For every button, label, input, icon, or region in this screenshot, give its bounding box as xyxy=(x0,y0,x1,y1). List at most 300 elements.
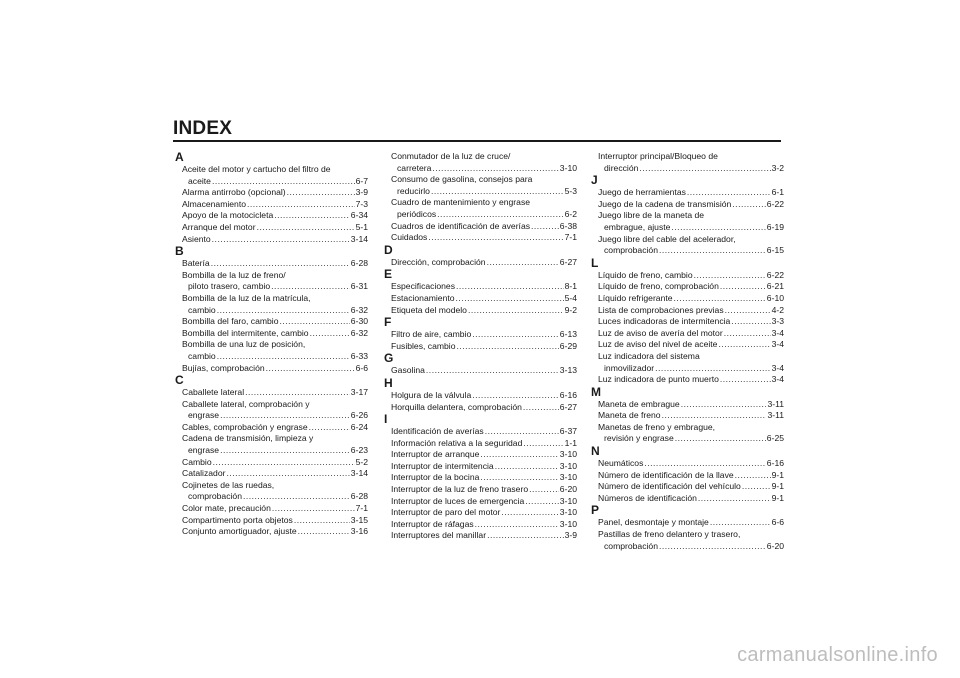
index-entry-line: Manetas de freno y embrague, xyxy=(598,421,716,432)
index-entry-page: 6-10 xyxy=(766,292,784,303)
index-entry-page: 9-1 xyxy=(771,481,784,492)
index-entry-page: 3-11 xyxy=(767,398,784,409)
index-entry-page: 3-9 xyxy=(564,530,577,541)
index-letter-heading: A xyxy=(175,150,184,164)
index-entry-label: reducirlo xyxy=(397,185,430,196)
dot-leader xyxy=(487,257,559,269)
index-entry-line: Juego libre del cable del acelerador, xyxy=(598,233,736,244)
index-entry-label: aceite xyxy=(188,175,211,186)
dot-leader xyxy=(659,245,766,257)
dot-leader xyxy=(662,410,767,422)
index-entry-label: Bombilla del faro, cambio xyxy=(182,316,279,327)
index-letter-heading: L xyxy=(591,255,599,270)
index-entry-page: 3-10 xyxy=(559,460,577,471)
index-entry-line: Juego libre de la maneta de xyxy=(598,210,705,221)
dot-leader xyxy=(220,445,350,457)
index-entry-page: 1-1 xyxy=(564,437,577,448)
index-entry xyxy=(175,210,368,222)
dot-leader xyxy=(271,281,350,293)
index-entry-label: Bombilla del intermitente, cambio xyxy=(182,327,309,338)
index-entry-label: Interruptor de arranque xyxy=(391,449,480,460)
index-entry xyxy=(591,470,784,482)
dot-leader xyxy=(525,496,559,508)
index-entry-page: 3-2 xyxy=(771,162,784,173)
index-letter-heading: C xyxy=(175,373,184,388)
index-entry-page: 3-14 xyxy=(350,468,368,479)
dot-leader xyxy=(659,541,766,553)
index-entry xyxy=(175,515,368,527)
index-entry xyxy=(175,199,368,211)
dot-leader xyxy=(731,316,770,328)
index-letter-heading: B xyxy=(175,244,184,259)
dot-leader xyxy=(211,258,350,270)
index-entry-label: Estacionamiento xyxy=(391,292,455,303)
index-entry-page: 5-1 xyxy=(355,221,368,232)
index-entry xyxy=(591,199,784,211)
index-entry xyxy=(384,341,577,353)
index-entry-label: Cuadros de identificación de averías xyxy=(391,220,531,231)
index-entry-page: 3-14 xyxy=(350,233,368,244)
index-entry xyxy=(591,328,784,340)
index-entry-label: comprobación xyxy=(604,540,658,551)
index-entry xyxy=(175,316,368,328)
index-entry-label: Cables, comprobación y engrase xyxy=(182,421,308,432)
index-entry-label: Neumáticos xyxy=(598,458,644,469)
index-entry-page: 6-24 xyxy=(350,421,368,432)
index-entry xyxy=(384,232,577,244)
dot-leader xyxy=(217,351,350,363)
index-entry xyxy=(175,457,368,469)
index-entry xyxy=(384,186,577,198)
index-entry-label: Luz indicadora de punto muerto xyxy=(598,374,719,385)
index-entry-page: 4-2 xyxy=(771,304,784,315)
index-entry-page: 3-15 xyxy=(350,514,368,525)
dot-leader xyxy=(644,458,765,470)
dot-leader xyxy=(687,187,771,199)
index-entry xyxy=(384,484,577,496)
index-entry-label: Filtro de aire, cambio xyxy=(391,329,472,340)
dot-leader xyxy=(472,390,559,402)
dot-leader xyxy=(266,363,355,375)
index-entry xyxy=(384,163,577,175)
index-entry-page: 6-1 xyxy=(771,187,784,198)
index-entry xyxy=(384,496,577,508)
index-entry-label: Luz de aviso de avería del motor xyxy=(598,327,723,338)
index-entry xyxy=(384,472,577,484)
dot-leader xyxy=(274,210,350,222)
index-entry xyxy=(384,390,577,402)
index-entry xyxy=(384,519,577,531)
index-entry xyxy=(175,410,368,422)
dot-leader xyxy=(272,503,355,515)
index-entry-page: 7-1 xyxy=(564,232,577,243)
index-entry-label: Líquido de freno, cambio xyxy=(598,269,693,280)
index-entry-page: 6-34 xyxy=(350,210,368,221)
dot-leader xyxy=(480,472,558,484)
index-entry-page: 9-2 xyxy=(564,304,577,315)
dot-leader xyxy=(485,426,559,438)
index-letter-heading: E xyxy=(384,267,393,282)
index-entry-label: Alarma antirrobo (opcional) xyxy=(182,187,286,198)
index-entry xyxy=(175,187,368,199)
index-entry-page: 6-20 xyxy=(766,540,784,551)
index-entry xyxy=(384,221,577,233)
index-entry xyxy=(591,316,784,328)
dot-leader xyxy=(294,515,350,527)
index-entry-label: periódicos xyxy=(397,208,437,219)
index-entry-label: Especificaciones xyxy=(391,281,456,292)
dot-leader xyxy=(437,209,563,221)
index-entry-line: Cojinetes de las ruedas, xyxy=(182,479,275,490)
index-entry-line: Bombilla de la luz de freno/ xyxy=(182,269,286,280)
index-entry xyxy=(175,445,368,457)
index-entry-page: 5-4 xyxy=(564,292,577,303)
index-entry-page: 6-7 xyxy=(355,175,368,186)
index-entry-page: 3-3 xyxy=(771,316,784,327)
index-entry-page: 6-6 xyxy=(771,517,784,528)
index-entry-line: Consumo de gasolina, consejos para xyxy=(391,174,533,185)
page-title: INDEX xyxy=(173,118,233,139)
dot-leader xyxy=(671,222,765,234)
index-entry-page: 3-4 xyxy=(771,374,784,385)
dot-leader xyxy=(472,329,559,341)
dot-leader xyxy=(487,530,564,542)
index-entry-label: Horquilla delantera, comprobación xyxy=(391,401,522,412)
index-entry xyxy=(175,234,368,246)
index-entry-label: Color mate, precaución xyxy=(182,503,271,514)
dot-leader xyxy=(247,199,355,211)
index-entry-label: Números de identificación xyxy=(598,492,697,503)
index-entry-page: 6-27 xyxy=(559,401,577,412)
index-entry-label: carretera xyxy=(397,162,432,173)
index-entry-line: Interruptor principal/Bloqueo de xyxy=(598,151,718,161)
dot-leader xyxy=(309,422,350,434)
index-entry-label: Apoyo de la motocicleta xyxy=(182,210,274,221)
index-entry-label: Etiqueta del modelo xyxy=(391,304,467,315)
index-entry xyxy=(175,351,368,363)
index-entry xyxy=(591,339,784,351)
index-entry-label: Interruptor de ráfagas xyxy=(391,518,474,529)
index-entry xyxy=(175,328,368,340)
index-entry-page: 3-13 xyxy=(559,365,577,376)
index-entry xyxy=(175,305,368,317)
index-entry xyxy=(384,257,577,269)
index-entry-label: dirección xyxy=(604,162,639,173)
dot-leader xyxy=(226,468,349,480)
index-entry-label: Cambio xyxy=(182,456,212,467)
index-entry xyxy=(175,258,368,270)
index-entry-page: 6-16 xyxy=(559,389,577,400)
index-entry xyxy=(591,245,784,257)
index-entry-page: 5-3 xyxy=(564,185,577,196)
index-letter-heading: D xyxy=(384,242,393,257)
index-entry-page: 6-15 xyxy=(766,245,784,256)
index-entry-label: Almacenamiento xyxy=(182,198,247,209)
index-entry-page: 6-19 xyxy=(766,221,784,232)
index-entry xyxy=(591,305,784,317)
index-letter-heading: G xyxy=(384,351,394,366)
index-entry xyxy=(591,222,784,234)
index-entry-page: 3-10 xyxy=(559,449,577,460)
index-entry-page: 6-31 xyxy=(350,281,368,292)
index-entry-page: 6-32 xyxy=(350,304,368,315)
index-entry-label: cambio xyxy=(188,304,216,315)
index-entry xyxy=(591,541,784,553)
dot-leader xyxy=(243,491,350,503)
index-entry-page: 6-38 xyxy=(559,220,577,231)
index-entry-label: Compartimento porta objetos xyxy=(182,514,293,525)
dot-leader xyxy=(724,328,771,340)
dot-leader xyxy=(456,341,558,353)
index-entry xyxy=(591,433,784,445)
index-entry-line: Luz indicadora del sistema xyxy=(598,350,700,361)
index-entry-label: Maneta de freno xyxy=(598,410,661,421)
index-entry-label: Gasolina xyxy=(391,365,425,376)
index-entry-label: engrase xyxy=(188,445,220,456)
index-entry-page: 3-9 xyxy=(355,187,368,198)
dot-leader xyxy=(468,305,564,317)
index-entry-page: 6-16 xyxy=(766,458,784,469)
dot-leader xyxy=(523,438,563,450)
index-entry-label: Identificación de averías xyxy=(391,426,484,437)
dot-leader xyxy=(480,449,558,461)
index-entry xyxy=(175,503,368,515)
index-entry xyxy=(384,305,577,317)
index-entry-page: 3-10 xyxy=(559,518,577,529)
dot-leader xyxy=(287,187,355,199)
dot-leader xyxy=(213,457,355,469)
index-entry xyxy=(591,374,784,386)
index-entry-line: Conmutador de la luz de cruce/ xyxy=(391,151,511,161)
dot-leader xyxy=(710,517,771,529)
index-entry-label: Interruptor de luces de emergencia xyxy=(391,495,525,506)
index-entry xyxy=(591,293,784,305)
index-entry-page: 6-2 xyxy=(564,208,577,219)
title-rule xyxy=(173,140,781,142)
index-entry xyxy=(175,491,368,503)
index-entry xyxy=(175,526,368,538)
dot-leader xyxy=(529,484,559,496)
dot-leader xyxy=(639,163,770,175)
index-entry xyxy=(175,176,368,188)
index-entry-page: 6-27 xyxy=(559,256,577,267)
index-entry-label: Interruptor de intermitencia xyxy=(391,460,494,471)
index-entry-label: Asiento xyxy=(182,233,211,244)
dot-leader xyxy=(217,305,350,317)
index-entry xyxy=(175,222,368,234)
index-entry-line: Bombilla de la luz de la matrícula, xyxy=(182,292,311,303)
index-entry-page: 3-10 xyxy=(559,472,577,483)
index-entry-label: Bujías, comprobación xyxy=(182,362,265,373)
index-entry xyxy=(591,493,784,505)
index-entry-page: 6-20 xyxy=(559,484,577,495)
dot-leader xyxy=(501,507,558,519)
index-entry-page: 6-25 xyxy=(766,433,784,444)
index-entry-label: Líquido de freno, comprobación xyxy=(598,281,719,292)
index-entry-page: 7-3 xyxy=(355,198,368,209)
index-entry-page: 6-29 xyxy=(559,340,577,351)
index-entry-page: 3-4 xyxy=(771,327,784,338)
index-entry xyxy=(591,517,784,529)
dot-leader xyxy=(428,232,563,244)
index-entry-label: comprobación xyxy=(604,245,658,256)
index-entry xyxy=(591,270,784,282)
index-entry xyxy=(384,281,577,293)
index-entry-label: inmovilizador xyxy=(604,362,655,373)
index-entry-label: engrase xyxy=(188,410,220,421)
index-letter-heading: F xyxy=(384,315,392,330)
dot-leader xyxy=(431,186,564,198)
index-entry-page: 6-13 xyxy=(559,329,577,340)
index-letter-heading: N xyxy=(591,444,600,459)
index-entry xyxy=(591,458,784,470)
index-entry xyxy=(175,363,368,375)
index-entry-page: 6-28 xyxy=(350,491,368,502)
index-column-2 xyxy=(384,151,577,542)
index-entry-label: Caballete lateral xyxy=(182,387,245,398)
index-entry xyxy=(591,363,784,375)
index-column-1 xyxy=(175,151,368,538)
index-entry xyxy=(591,187,784,199)
index-entry-page: 8-1 xyxy=(564,281,577,292)
dot-leader xyxy=(675,433,766,445)
index-entry-label: Panel, desmontaje y montaje xyxy=(598,517,709,528)
index-entry xyxy=(591,410,784,422)
index-entry-label: Juego de la cadena de transmisión xyxy=(598,198,732,209)
index-entry-label: Juego de herramientas xyxy=(598,187,686,198)
index-entry-label: Interruptor de la bocina xyxy=(391,472,480,483)
dot-leader xyxy=(531,221,559,233)
index-entry-page: 3-4 xyxy=(771,362,784,373)
dot-leader xyxy=(212,176,355,188)
dot-leader xyxy=(475,519,559,531)
index-entry-line: Aceite del motor y cartucho del filtro de xyxy=(182,164,331,174)
index-entry-label: cambio xyxy=(188,350,216,361)
index-entry-label: Conjunto amortiguador, ajuste xyxy=(182,526,297,537)
dot-leader xyxy=(694,270,766,282)
index-entry-page: 6-33 xyxy=(350,350,368,361)
dot-leader xyxy=(298,526,350,538)
dot-leader xyxy=(681,399,767,411)
index-entry-label: piloto trasero, cambio xyxy=(188,281,271,292)
index-entry-label: Catalizador xyxy=(182,468,226,479)
index-entry xyxy=(591,163,784,175)
index-entry-line: Caballete lateral, comprobación y xyxy=(182,398,310,409)
dot-leader xyxy=(523,402,559,414)
dot-leader xyxy=(456,293,564,305)
index-entry-label: Interruptor de paro del motor xyxy=(391,507,501,518)
index-entry-line: Cuadro de mantenimiento y engrase xyxy=(391,197,531,208)
index-entry xyxy=(384,426,577,438)
index-entry xyxy=(384,449,577,461)
index-entry xyxy=(591,399,784,411)
index-entry-page: 6-30 xyxy=(350,316,368,327)
index-entry-page: 6-21 xyxy=(766,281,784,292)
index-entry xyxy=(175,468,368,480)
dot-leader xyxy=(720,374,771,386)
index-entry xyxy=(384,402,577,414)
index-entry-label: Cuidados xyxy=(391,232,428,243)
index-entry-page: 3-16 xyxy=(350,526,368,537)
dot-leader xyxy=(732,199,766,211)
index-letter-heading: H xyxy=(384,375,393,390)
index-entry-line: Cadena de transmisión, limpieza y xyxy=(182,433,314,444)
dot-leader xyxy=(698,493,771,505)
index-entry xyxy=(384,461,577,473)
index-entry-page: 6-22 xyxy=(766,269,784,280)
index-entry xyxy=(591,481,784,493)
index-entry xyxy=(591,281,784,293)
index-entry xyxy=(175,387,368,399)
index-entry-line: Bombilla de una luz de posición, xyxy=(182,339,306,350)
dot-leader xyxy=(735,470,771,482)
index-entry-label: Interruptores del manillar xyxy=(391,530,487,541)
index-letter-heading: I xyxy=(384,412,388,427)
index-entry-label: Maneta de embrague xyxy=(598,398,680,409)
index-entry-page: 7-1 xyxy=(355,503,368,514)
index-entry-page: 6-23 xyxy=(350,445,368,456)
index-entry xyxy=(384,365,577,377)
dot-leader xyxy=(718,339,770,351)
index-entry-page: 3-10 xyxy=(559,162,577,173)
dot-leader xyxy=(426,365,559,377)
index-entry-label: Interruptor de la luz de freno trasero xyxy=(391,484,529,495)
index-entry xyxy=(384,438,577,450)
dot-leader xyxy=(257,222,355,234)
dot-leader xyxy=(220,410,350,422)
index-entry-label: Número de identificación de la llave xyxy=(598,469,734,480)
index-entry-page: 5-2 xyxy=(355,456,368,467)
dot-leader xyxy=(456,281,564,293)
index-entry xyxy=(384,329,577,341)
index-entry-label: Dirección, comprobación xyxy=(391,256,486,267)
index-entry-label: Líquido refrigerante xyxy=(598,292,673,303)
dot-leader xyxy=(674,293,766,305)
index-entry xyxy=(175,422,368,434)
dot-leader xyxy=(720,281,766,293)
index-entry-label: Información relativa a la seguridad xyxy=(391,437,523,448)
index-entry xyxy=(175,281,368,293)
index-entry-page: 3-17 xyxy=(350,387,368,398)
dot-leader xyxy=(655,363,770,375)
index-entry-label: Lista de comprobaciones previas xyxy=(598,304,724,315)
dot-leader xyxy=(495,461,559,473)
index-entry-page: 6-37 xyxy=(559,426,577,437)
index-entry-label: comprobación xyxy=(188,491,242,502)
index-entry-page: 6-22 xyxy=(766,198,784,209)
index-entry xyxy=(384,530,577,542)
index-entry xyxy=(384,507,577,519)
dot-leader xyxy=(212,234,350,246)
index-entry xyxy=(384,209,577,221)
index-entry-page: 6-28 xyxy=(350,258,368,269)
index-entry-page: 6-6 xyxy=(355,362,368,373)
dot-leader xyxy=(742,481,771,493)
index-entry-label: Luz de aviso del nivel de aceite xyxy=(598,339,718,350)
dot-leader xyxy=(432,163,558,175)
index-entry-label: Arranque del motor xyxy=(182,221,256,232)
index-column-3 xyxy=(591,151,784,552)
index-entry-page: 3-11 xyxy=(767,410,784,421)
index-letter-heading: J xyxy=(591,173,598,188)
index-entry-label: Número de identificación del vehículo xyxy=(598,481,741,492)
dot-leader xyxy=(245,387,350,399)
index-entry-label: embrague, ajuste xyxy=(604,221,671,232)
dot-leader xyxy=(280,316,350,328)
index-entry-page: 3-10 xyxy=(559,507,577,518)
index-entry-label: Batería xyxy=(182,258,210,269)
index-entry-page: 3-10 xyxy=(559,495,577,506)
